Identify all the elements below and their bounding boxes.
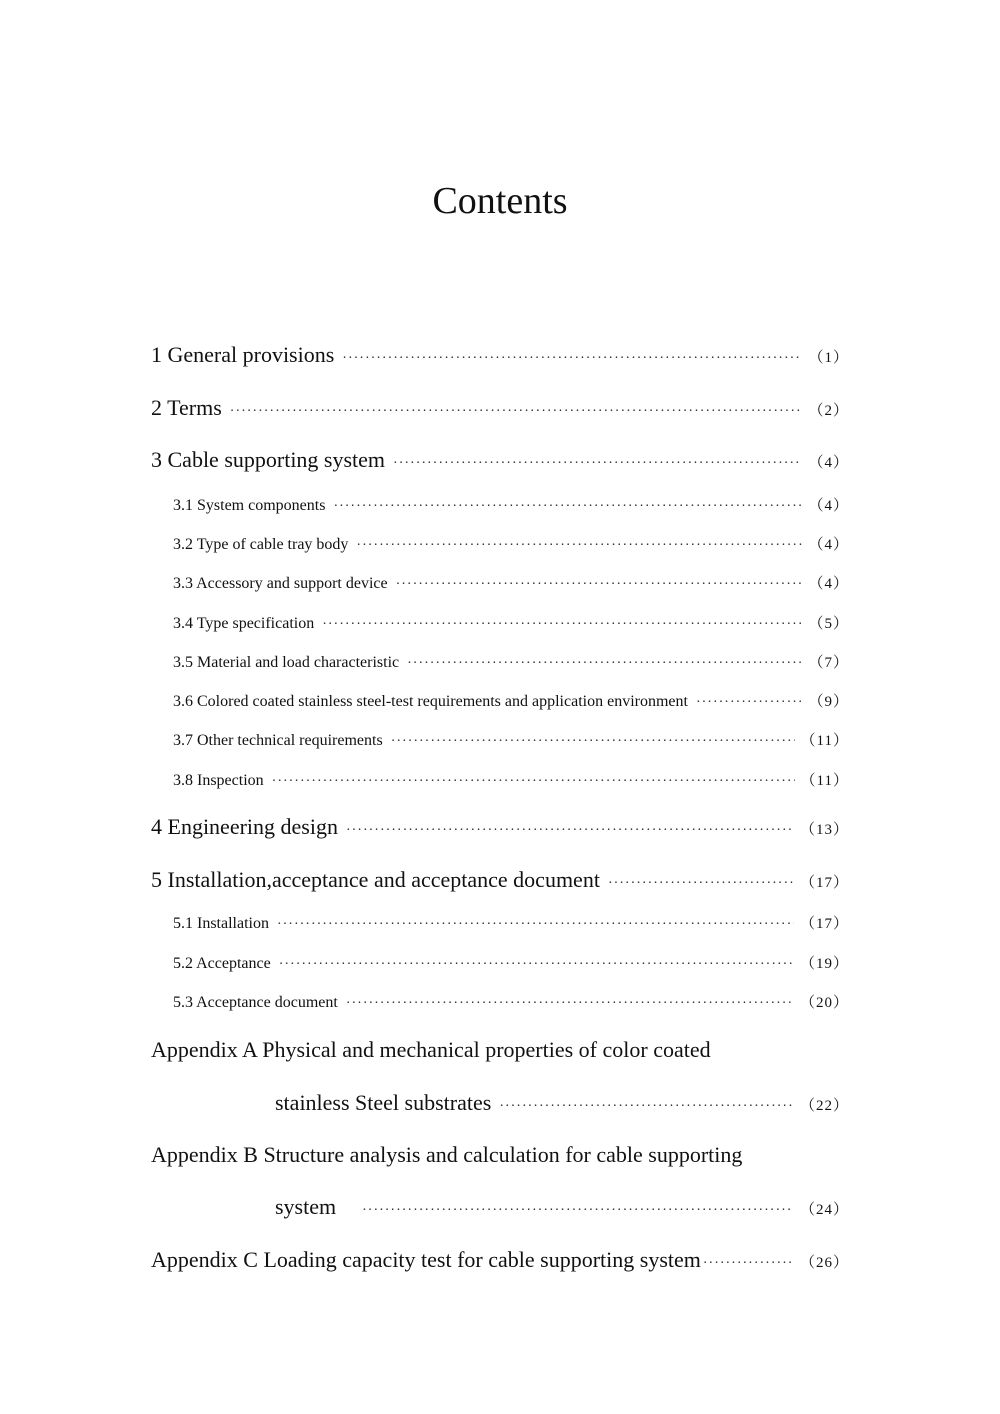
toc-leader — [407, 656, 802, 672]
toc-subentry[interactable] — [173, 912, 849, 942]
toc-entry-page: （11） — [800, 733, 849, 749]
toc-subentry[interactable] — [173, 533, 849, 563]
toc-entry-page: （4） — [808, 498, 849, 514]
toc-entry[interactable] — [151, 867, 849, 897]
toc-leader — [272, 774, 795, 790]
toc-leader — [703, 1256, 794, 1272]
toc-entry-page: （11） — [800, 773, 849, 789]
toc-leader — [346, 996, 794, 1012]
toc-leader — [499, 1099, 794, 1115]
toc-entry-title: 3.7 Other technical requirements — [173, 732, 383, 749]
toc-entry-page: （17） — [799, 875, 849, 891]
toc-entry-page: （19） — [799, 956, 849, 972]
toc-leader — [277, 917, 794, 933]
appendix-a-heading[interactable]: Appendix A Physical and mechanical properties of color coated — [151, 1037, 711, 1062]
toc-entry-title: 5.1 Installation — [173, 915, 269, 932]
toc-subentry[interactable] — [173, 651, 849, 681]
toc-entry-title: 2 Terms — [151, 395, 222, 420]
toc-entry-page: （20） — [799, 995, 849, 1011]
toc-leader — [391, 734, 795, 750]
appendix-b-entry[interactable] — [275, 1194, 849, 1224]
toc-leader — [346, 823, 794, 839]
toc-entry-page: （5） — [808, 616, 849, 632]
toc-entry[interactable] — [151, 447, 849, 477]
toc-entry-page: （7） — [808, 655, 849, 671]
toc-entry[interactable] — [151, 814, 849, 844]
toc-entry-page: （24） — [799, 1202, 849, 1218]
toc-entry-title: 3.8 Inspection — [173, 772, 264, 789]
toc-entry-page: （22） — [799, 1098, 849, 1114]
toc-leader — [230, 404, 803, 420]
toc-entry-title: 3.3 Accessory and support device — [173, 575, 388, 592]
toc-entry-title: 3.4 Type specification — [173, 615, 315, 632]
toc-entry[interactable] — [151, 342, 849, 372]
toc-entry-title: 5.2 Acceptance — [173, 955, 271, 972]
toc-leader — [396, 577, 803, 593]
appendix-a-entry[interactable] — [275, 1090, 849, 1120]
toc-leader — [279, 957, 794, 973]
toc-leader — [322, 617, 802, 633]
toc-entry-page: （1） — [808, 350, 849, 366]
toc-entry-title: stainless Steel substrates — [275, 1090, 492, 1115]
toc-subentry[interactable] — [173, 729, 849, 759]
toc-leader — [393, 456, 802, 472]
toc-entry-page: （13） — [799, 822, 849, 838]
toc-entry-title: 3.6 Colored coated stainless steel-test requirements and application environment — [173, 693, 688, 710]
toc-entry-title: 4 Engineering design — [151, 814, 338, 839]
toc-entry[interactable] — [151, 395, 849, 425]
toc-leader — [362, 1203, 794, 1219]
toc-entry-page: （9） — [808, 694, 849, 710]
toc-subentry[interactable] — [173, 572, 849, 602]
toc-leader — [342, 351, 802, 367]
toc-subentry[interactable] — [173, 952, 849, 982]
toc-entry-title: Appendix C Loading capacity test for cable supporting system — [151, 1247, 701, 1272]
toc-entry-title: 3.1 System components — [173, 497, 326, 514]
toc-entry-page: （26） — [799, 1255, 849, 1271]
toc-entry-title: 3.5 Material and load characteristic — [173, 654, 400, 671]
toc-entry-title: 5.3 Acceptance document — [173, 994, 338, 1011]
toc-entry-page: （17） — [799, 916, 849, 932]
toc-subentry[interactable] — [173, 612, 849, 642]
toc-leader — [333, 499, 802, 515]
appendix-b-heading[interactable]: Appendix B Structure analysis and calculation for cable supporting — [151, 1142, 743, 1167]
toc-entry-page: （4） — [808, 455, 849, 471]
toc-entry-title: system — [275, 1194, 337, 1219]
toc-entry-page: （4） — [808, 576, 849, 592]
appendix-c-entry[interactable] — [151, 1247, 849, 1277]
toc-subentry[interactable] — [173, 494, 849, 524]
toc-entry-title: 5 Installation,acceptance and acceptance document — [151, 867, 600, 892]
toc-entry-title: 1 General provisions — [151, 342, 335, 367]
toc-leader — [356, 538, 802, 554]
toc-leader — [608, 876, 794, 892]
toc-entry-page: （4） — [808, 537, 849, 553]
toc-entry-title: 3.2 Type of cable tray body — [173, 536, 349, 553]
page-title: Contents — [432, 180, 568, 222]
toc-entry-title: 3 Cable supporting system — [151, 447, 386, 472]
toc-subentry[interactable] — [173, 769, 849, 799]
toc-subentry[interactable] — [173, 690, 849, 720]
toc-leader — [696, 695, 803, 711]
toc-entry-page: （2） — [808, 403, 849, 419]
toc-subentry[interactable] — [173, 991, 849, 1021]
